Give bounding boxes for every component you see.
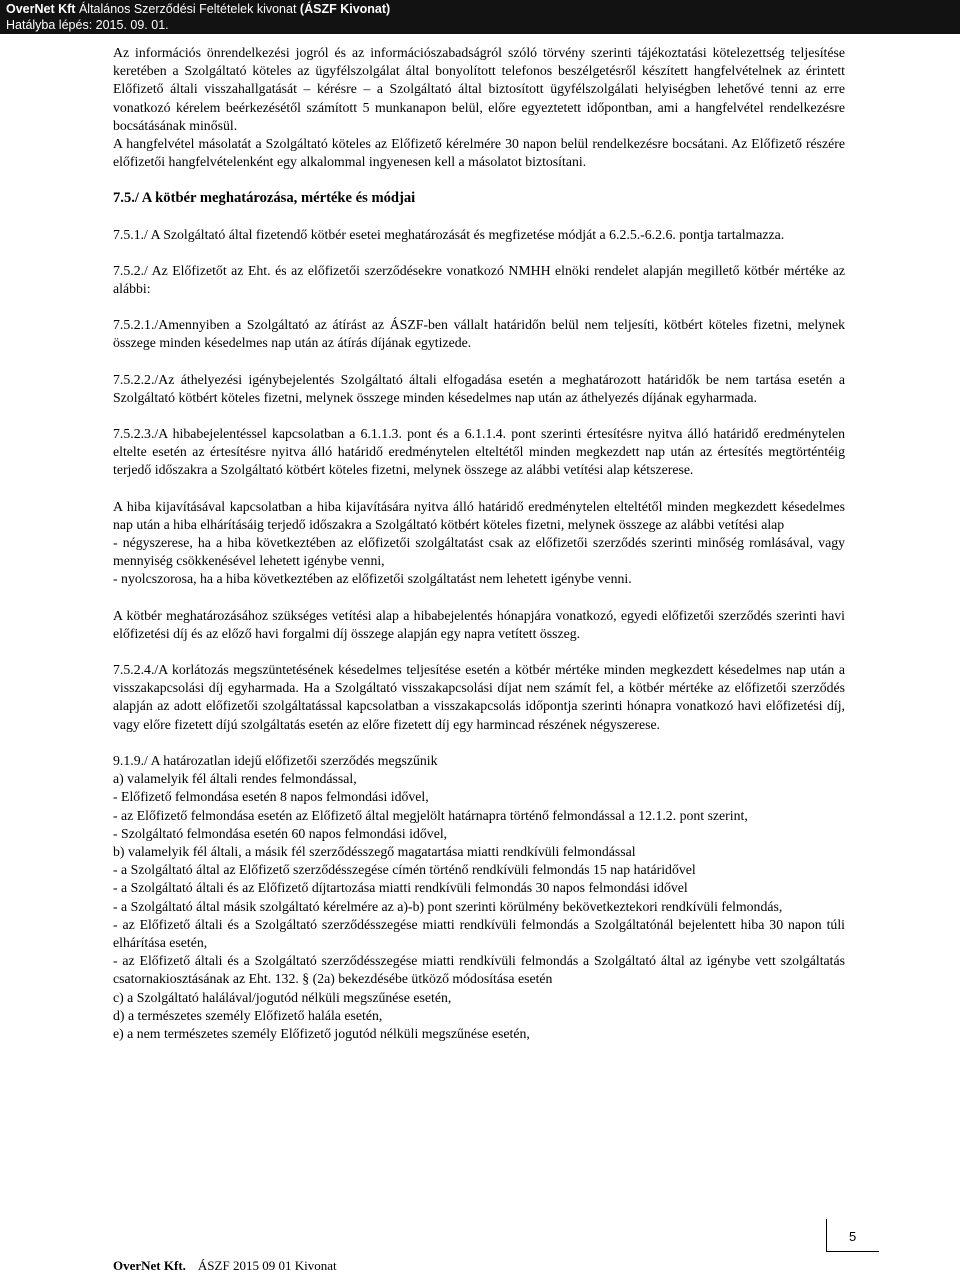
page-number: 5 [849, 1229, 857, 1244]
header-abbreviation: (ÁSZF Kivonat) [299, 2, 391, 16]
paragraph-7-5-2: 7.5.2./ Az Előfizetőt az Eht. és az előfizetői szerződésekre vonatkozó NMHH elnöki rendelet alapján megillető kötbér mértéke az alábbi: [113, 262, 845, 297]
list-item: - a Szolgáltató által másik szolgáltató kérelmére az a)-b) pont szerinti körülmény bekövetkeztekori rendkívüli felmondás, [113, 898, 783, 914]
paragraph-repair-penalty: A hiba kijavításával kapcsolatban a hiba kijavítására nyitva álló határidő eredménytelen elteltétől minden megkezdett késedelmes nap után a hiba elhárításáig terjedő időszakra a Szolgáltató kötbért köteles fizetni, melynek összege az alábbi vetítési alap [113, 498, 845, 532]
list-item: - az Előfizető felmondása esetén az Előfizető által megjelölt határnapra történő felmondással a 12.1.2. pont szerint, [113, 807, 748, 823]
document-footer [113, 1258, 337, 1274]
paragraph-recording-access: Az információs önrendelkezési jogról és az információszabadságról szóló törvény szerinti tájékoztatási kötelezettség teljesítése keretében a Szolgáltató köteles az ügyfélszolgálat által bonyolított telefonos beszélgetésről készített hangfelvételnek az érintett Előfizető általi visszahallgatását – kérésre – a Szolgáltató által biztosított ügyfélszolgálati helyiségben lehetővé tenni az erre vonatkozó kérelem beérkezésétől számított 5 munkanapon belül, előre egyeztetett időpontban, ami a hangfelvétel rendelkezésre bocsátásának minősül. [113, 45, 845, 133]
paragraph-7-5-2-3: 7.5.2.3./A hibabejelentéssel kapcsolatban a 6.1.1.3. pont és a 6.1.1.4. pont szerinti értesítésre nyitva álló határidő eredménytelen eltelte esetén az értesítésre nyitva álló határidő eredménytelen elteltétől minden megkezdett nap után az értesítés megtörténtéig terjedő időszakra a Szolgáltató kötbért köteles fizetni, melynek összege az alábbi vetítési alap kétszerese. [113, 426, 845, 478]
paragraph-7-5-2-1: 7.5.2.1./Amennyiben a Szolgáltató az átírást az ÁSZF-ben vállalt határidőn belül nem teljesíti, kötbért köteles fizetni, melynek összege minden késedelmes nap után az átírás díjának egytizede. [113, 317, 845, 351]
paragraph-7-5-1: 7.5.1./ A Szolgáltató által fizetendő kötbér esetei meghatározását és megfizetése módját a 6.2.5.-6.2.6. pontja tartalmazza. [113, 226, 785, 242]
list-item: - a Szolgáltató által az Előfizető szerződésszegése címén történő rendkívüli felmondás 15 nap határidővel [113, 862, 696, 878]
list-item: - a Szolgáltató általi és az Előfizető díjtartozása miatti rendkívüli felmondás 30 napos felmondási idővel [113, 880, 688, 896]
document-header [0, 0, 960, 34]
document-body [113, 44, 845, 1043]
list-item: - Szolgáltató felmondása esetén 60 napos felmondási idővel, [113, 825, 448, 841]
list-item: b) valamelyik fél általi, a másik fél szerződésszegő magatartása miatti rendkívüli felmondással [113, 843, 636, 859]
list-item: - az Előfizető általi és a Szolgáltató szerződésszegése miatti rendkívüli felmondás a Szolgáltató által az igénybe vett szolgáltatás csatornakiosztásának az Eht. 132. § (2a) bekezdésébe ütköző módosítása esetén [113, 953, 845, 987]
page-number-box [826, 1219, 879, 1252]
list-item: c) a Szolgáltató halálával/jogutód nélküli megszűnése esetén, [113, 989, 452, 1005]
section-heading: 7.5./ A kötbér meghatározása, mértéke és módjai [113, 190, 416, 207]
list-item: - nyolcszorosa, ha a hiba következtében az előfizetői szolgáltatást nem lehetett igénybe venni. [113, 571, 632, 587]
list-item: - négyszerese, ha a hiba következtében az előfizetői szolgáltatást csak az előfizetői szerződés szerinti minőség romlásával, vagy mennyiség csökkenésével lehetett igénybe venni, [113, 535, 845, 569]
list-item: e) a nem természetes személy Előfizető jogutód nélküli megszűnése esetén, [113, 1025, 530, 1041]
header-effective-date: Hatályba lépés: 2015. 09. 01. [6, 18, 169, 32]
paragraph-7-5-2-2: 7.5.2.2./Az áthelyezési igénybejelentés Szolgáltató általi elfogadása esetén a meghatározott határidők be nem tartása esetén a Szolgáltató kötbért köteles fizetni, melynek összege minden késedelmes nap után az áthelyezés díjának egyharmada. [113, 371, 845, 405]
list-item: a) valamelyik fél általi rendes felmondással, [113, 771, 357, 787]
footer-document-id: ÁSZF 2015 09 01 Kivonat [197, 1258, 337, 1273]
list-item: d) a természetes személy Előfizető halála esetén, [113, 1007, 383, 1023]
paragraph-calculation-base: A kötbér meghatározásához szükséges vetítési alap a hibabejelentés hónapjára vonatkozó, egyedi előfizetői szerződés szerinti havi előfizetési díj és az előző havi forgalmi díj összege alapján egy napra vetített összeg. [113, 607, 845, 641]
header-company: OverNet Kft [6, 2, 76, 16]
list-item: - az Előfizető általi és a Szolgáltató szerződésszegése miatti rendkívüli felmondás a Szolgáltatónál bejelentett hiba 30 napon túli elhárítása esetén, [113, 916, 845, 950]
footer-company: OverNet Kft. [113, 1258, 186, 1273]
paragraph-recording-copy: A hangfelvétel másolatát a Szolgáltató köteles az Előfizető kérelmére 30 napon belül rendelkezésre bocsátani. Az Előfizető részére előfizetői hangfelvételenként egy alkalommal ingyenesen kell a másolatot biztosítani. [113, 136, 845, 170]
header-title-line [6, 1, 390, 17]
paragraph-9-1-9: 9.1.9./ A határozatlan idejű előfizetői szerződés megszűnik [113, 752, 438, 768]
paragraph-7-5-2-4: 7.5.2.4./A korlátozás megszüntetésének késedelmes teljesítése esetén a kötbér mértéke minden megkezdett késedelmes nap után a visszakapcsolási díj egyharmada. Ha a Szolgáltató visszakapcsolási díjat nem számít fel, a kötbér mértéke az előfizetői szerződés alapján az adott előfizetői szolgáltatással kapcsolatban a visszakapcsolás időpontja szerinti hónapra vonatkozó havi előfizetési díj, vagy előre fizetett díjú szolgáltatás esetén az előre fizetett díj egy harmincad részének négyszerese. [113, 662, 845, 732]
list-item: - Előfizető felmondása esetén 8 napos felmondási idővel, [113, 789, 429, 805]
header-subtitle: Általános Szerződési Feltételek kivonat [78, 2, 297, 16]
